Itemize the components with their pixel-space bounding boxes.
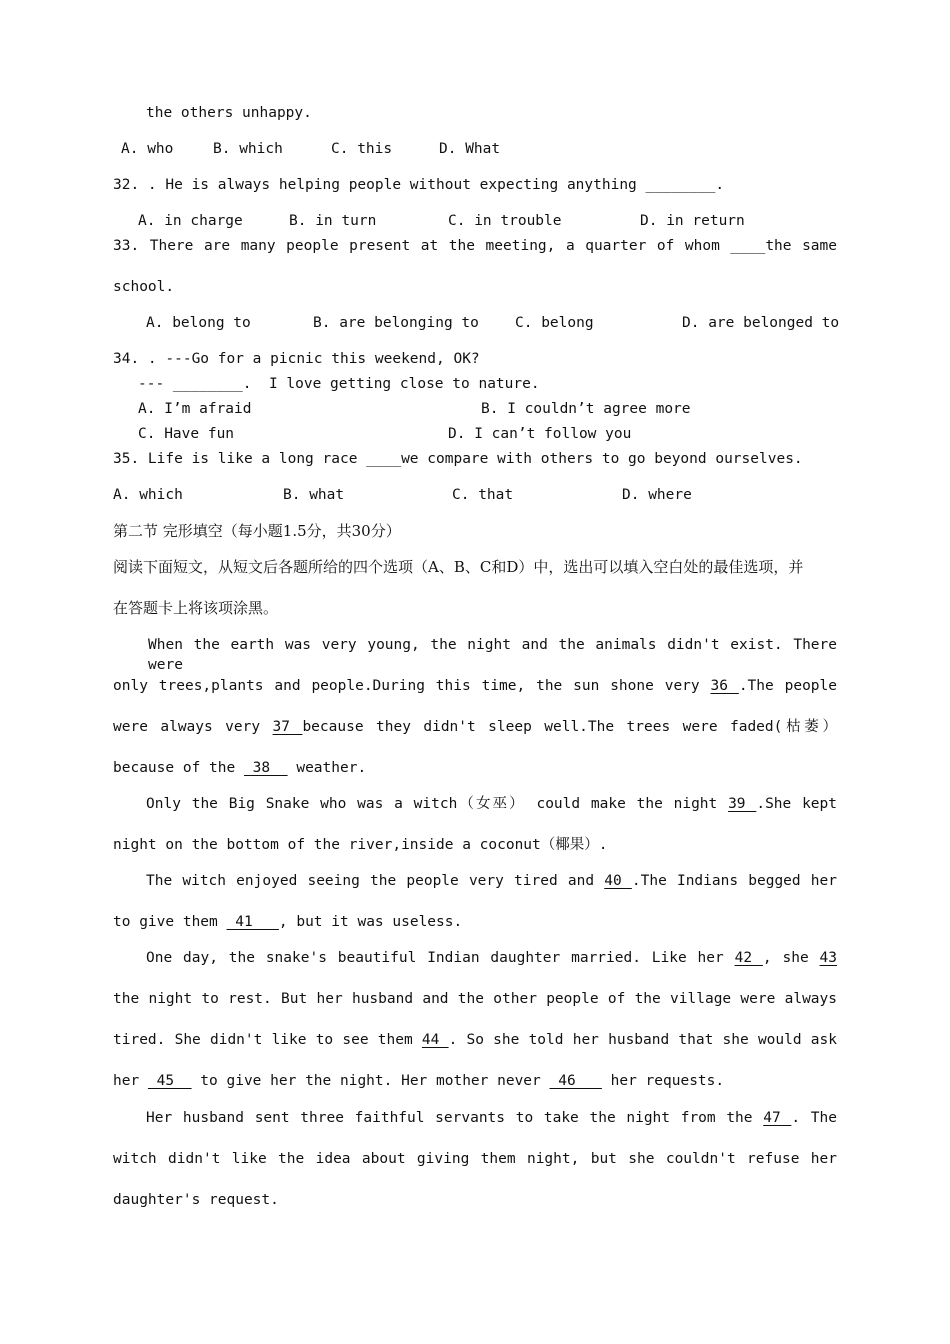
passage-p5-line3: daughter's request. — [113, 1192, 279, 1208]
q32-option-a: A. in charge — [138, 213, 243, 229]
blank-42: 42 — [734, 950, 763, 966]
blank-44: 44 — [421, 1032, 449, 1048]
passage-p4-line4: her 45 to give her the night. Her mother never 46 her requests. — [113, 1073, 725, 1089]
passage-p3-line2: to give them 41 , but it was useless. — [113, 914, 463, 930]
blank-43: 43 — [819, 950, 838, 966]
q33-option-b: B. are belonging to — [313, 315, 479, 331]
blank-38: 38 — [243, 760, 288, 776]
passage-p2-line1: Only the Big Snake who was a witch（女巫） could make the night 39 .She kept — [146, 796, 837, 812]
passage-p1-line2: only trees,plants and people.During this time, the sun shone very 36 .The people — [113, 678, 837, 694]
section-instruction-line2: 在答题卡上将该项涂黑。 — [113, 599, 279, 617]
q34-reply: --- ________. I love getting close to nature. — [138, 376, 540, 392]
passage-p1-line1: When the earth was very young, the night and the animals didn't exist. There were — [148, 637, 837, 673]
q33-option-d: D. are belonged to — [682, 315, 840, 331]
blank-39: 39 — [728, 796, 757, 812]
passage-p3-line1: The witch enjoyed seeing the people very tired and 40 .The Indians begged her — [146, 873, 837, 889]
q33-stem-line2: school. — [113, 279, 175, 295]
section-instruction-line1: 阅读下面短文，从短文后各题所给的四个选项（A、B、C和D）中，选出可以填入空白处的最佳选项，并 — [113, 558, 804, 576]
blank-37: 37 — [272, 719, 303, 735]
q34-option-c: C. Have fun — [138, 426, 235, 442]
q34-option-b: B. I couldn’t agree more — [481, 401, 691, 417]
q33-stem-line1: 33. There are many people present at the meeting, a quarter of whom ____the same — [113, 238, 837, 254]
q31-option-d: D. What — [439, 141, 501, 157]
passage-p1-line4: because of the 38 weather. — [113, 760, 367, 776]
passage-p1-line3: were always very 37 because they didn't sleep well.The trees were faded(枯萎） — [113, 719, 837, 735]
passage-p5-line1: Her husband sent three faithful servants to take the night from the 47 . The — [146, 1110, 837, 1126]
q31-continuation: the others unhappy. — [146, 105, 312, 121]
passage-p2-line2: night on the bottom of the river,inside a coconut（椰果）. — [113, 837, 608, 853]
q35-option-c: C. that — [452, 487, 514, 503]
blank-45: 45 — [147, 1073, 192, 1089]
q32-option-c: C. in trouble — [448, 213, 562, 229]
blank-46: 46 — [549, 1073, 602, 1089]
q34-stem: 34. . ---Go for a picnic this weekend, OK? — [113, 351, 480, 367]
q32-option-b: B. in turn — [289, 213, 377, 229]
q32-stem: 32. . He is always helping people without expecting anything ________. — [113, 177, 725, 193]
q33-option-a: A. belong to — [146, 315, 251, 331]
q35-option-d: D. where — [622, 487, 692, 503]
q35-option-a: A. which — [113, 487, 183, 503]
blank-41: 41 — [226, 914, 279, 930]
q33-option-c: C. belong — [515, 315, 594, 331]
blank-36: 36 — [710, 678, 739, 694]
blank-40: 40 — [604, 873, 632, 889]
q31-option-a: A. who — [121, 141, 174, 157]
q32-option-d: D. in return — [640, 213, 745, 229]
blank-47: 47 — [763, 1110, 792, 1126]
passage-p4-line3: tired. She didn't like to see them 44 . So she told her husband that she would ask — [113, 1032, 837, 1048]
q35-stem: 35. Life is like a long race ____we compare with others to go beyond ourselves. — [113, 451, 803, 467]
q34-option-d: D. I can’t follow you — [448, 426, 632, 442]
passage-p5-line2: witch didn't like the idea about giving them night, but she couldn't refuse her — [113, 1151, 837, 1167]
q31-option-b: B. which — [213, 141, 283, 157]
q31-option-c: C. this — [331, 141, 393, 157]
passage-p4-line2: the night to rest. But her husband and the other people of the village were always — [113, 991, 837, 1007]
q35-option-b: B. what — [283, 487, 345, 503]
q34-option-a: A. I’m afraid — [138, 401, 252, 417]
passage-p4-line1: One day, the snake's beautiful Indian daughter married. Like her 42 , she 43 — [146, 950, 838, 966]
section-title: 第二节 完形填空（每小题1.5分，共30分） — [113, 522, 401, 540]
